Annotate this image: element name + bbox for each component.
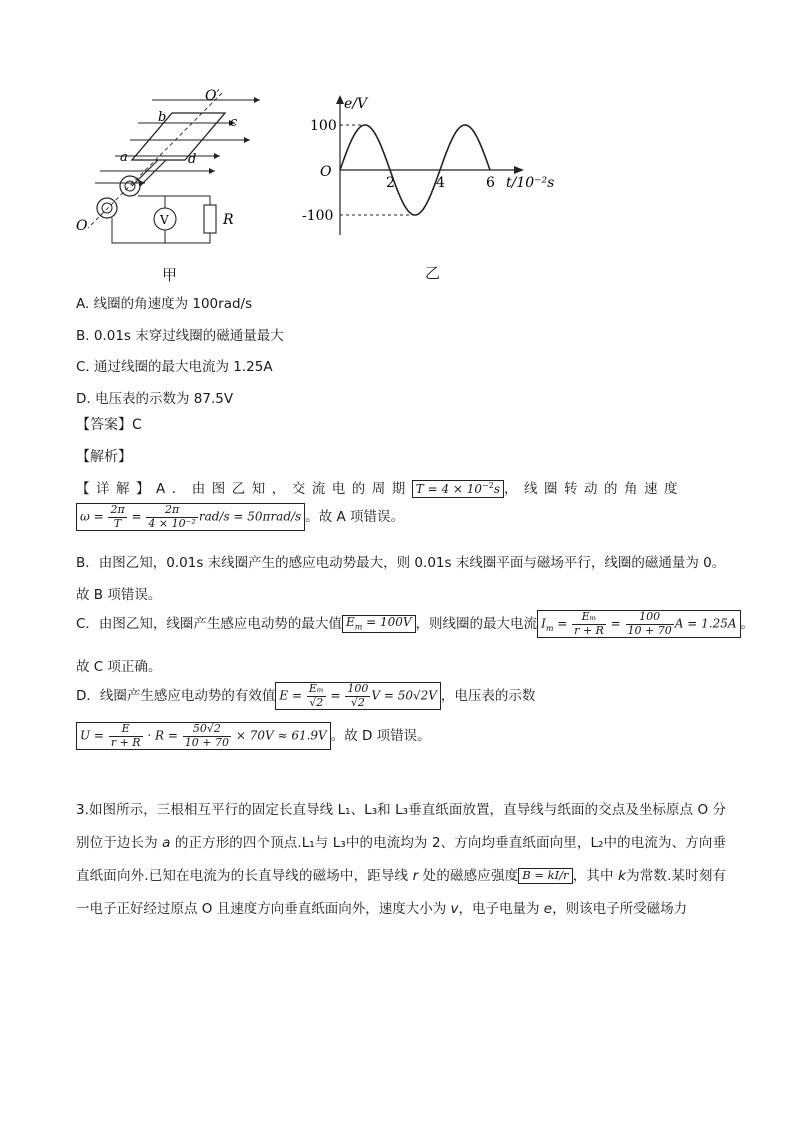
x-tick-label: 4: [436, 175, 445, 191]
x-axis-arrow: [514, 166, 524, 174]
x-axis-label: t/10⁻²s: [506, 175, 555, 191]
var-a: a: [162, 835, 171, 851]
slip-ring: [120, 176, 140, 196]
y-tick-label: 100: [310, 118, 337, 134]
detail-d-prefix: D．线圈产生感应电动势的有效值: [76, 688, 276, 705]
option-d: D. 电压表的示数为 87.5V: [76, 391, 234, 407]
answer-label: 【答案】: [76, 417, 132, 433]
figure-jia-caption: 甲: [162, 266, 178, 284]
formula-omega: ω = $\frac{2\pi}{T}$ = $\frac{2\pi}{\text{4 × 10⁻²}}$ rad/s = 50πrad/s: [76, 503, 305, 531]
detail-a-mid: ，线圈转动的角速度: [504, 481, 684, 497]
answer-value: C: [132, 417, 142, 433]
detail-d-line1: [76, 682, 535, 710]
detail-a-line2: [76, 503, 404, 531]
y-tick-label: -100: [302, 208, 334, 224]
generator-diagram: [70, 88, 270, 263]
label-d: d: [188, 152, 197, 167]
detail-d-mid: ，电压表的示数: [440, 688, 536, 705]
detail-c-line: C．由图乙知，线圈产生感应电动势的最大值 $E_m = 100V$ ，则线圈的最大电流 $I_m$ = $\frac{\text{Eₘ}}{r + R}$ = $\frac{100}{10 + 70}$ A = 1.25A 。: [76, 610, 754, 637]
coil: [132, 113, 225, 160]
detail-d-end: 。故 D 项错误。: [330, 728, 431, 745]
analysis-label: 【解析】: [76, 449, 132, 465]
option-b: B. 0.01s 末穿过线圈的磁通量最大: [76, 328, 284, 344]
detail-c-conclusion: 故 C 项正确。: [76, 659, 162, 675]
label-voltmeter: V: [160, 213, 169, 227]
formula-e-effective: E = $\frac{\text{Eₘ}}{√2}$ = $\frac{100}{√2}$ V = 50√2V: [275, 682, 441, 710]
emf-time-chart: [300, 90, 570, 240]
resistor: [204, 205, 216, 233]
detail-c-prefix: C．由图乙知，线圈产生感应电动势的最大值: [76, 616, 342, 633]
origin-label: O: [320, 164, 332, 180]
question-3: 3.如图所示，三根相互平行的固定长直导线 L₁、L₃和 L₃垂直纸面放置，直导线与纸面的交点及坐标原点 O 分别位于边长为 a 的正方形的四个顶点.L₁与 L₃中的电流均为 2、方向均垂直纸面向里，L₂中的电流为、方向垂直纸面向外.已知在电流为的长直导线的磁场中，距导线 r 处的磁感应强度 B = kI/r ，其中 k为常数.某时刻有一电子正好经过原点 O 且速度方向垂直纸面向外，速度大小为 v，电子电量为 e，则该电子所受磁场力: [76, 802, 726, 917]
x-tick-label: 2: [386, 175, 395, 191]
label-o-prime: O′: [205, 88, 220, 104]
formula-voltage: U = $\frac{E}{r + R}$ · R = $\frac{50√2}{10 + 70}$ × 70V ≈ 61.9V: [76, 722, 331, 750]
detail-c-mid: ，则线圈的最大电流: [415, 616, 538, 633]
detail-b-end: 故 B 项错误。: [76, 587, 162, 603]
x-tick-label: 6: [486, 175, 495, 191]
detail-a-prefix: 【详解】A．由图乙知，交流电的周期: [76, 481, 412, 497]
var-k: k: [618, 868, 626, 884]
var-e: e: [543, 901, 553, 917]
slip-ring: [97, 198, 117, 218]
var-r: r: [412, 868, 419, 884]
detail-a-end: 。故 A 项错误。: [305, 509, 405, 526]
y-axis-arrow: [336, 95, 344, 104]
figure-yi-caption: 乙: [425, 264, 441, 282]
detail-b-line: B．由图乙知，0.01s 末线圈产生的感应电动势最大，则 0.01s 末线圈平面与磁场平行，线圈的磁通量为 0。: [76, 555, 726, 571]
label-resistor: R: [223, 212, 234, 228]
y-axis-label: e/V: [344, 96, 368, 112]
label-c: c: [230, 115, 238, 130]
answer-line: [76, 414, 142, 434]
option-a: A. 线圈的角速度为 100rad/s: [76, 296, 253, 312]
var-v: v: [450, 901, 459, 917]
label-b: b: [158, 110, 167, 125]
detail-d-line2: [76, 722, 431, 750]
formula-im: $I_m$ = $\frac{\text{Eₘ}}{r + R}$ = $\frac{100}{10 + 70}$ A = 1.25A: [537, 610, 740, 638]
option-c: C. 通过线圈的最大电流为 1.25A: [76, 359, 273, 375]
formula-period: $T = 4 \times 10^{-2}s$: [412, 480, 504, 498]
detail-a-line1: [76, 477, 684, 498]
label-a: a: [120, 150, 128, 165]
formula-b: B = kI/r: [518, 868, 572, 883]
label-o: O: [76, 218, 88, 234]
formula-em: $E_m = 100V$: [342, 615, 416, 633]
